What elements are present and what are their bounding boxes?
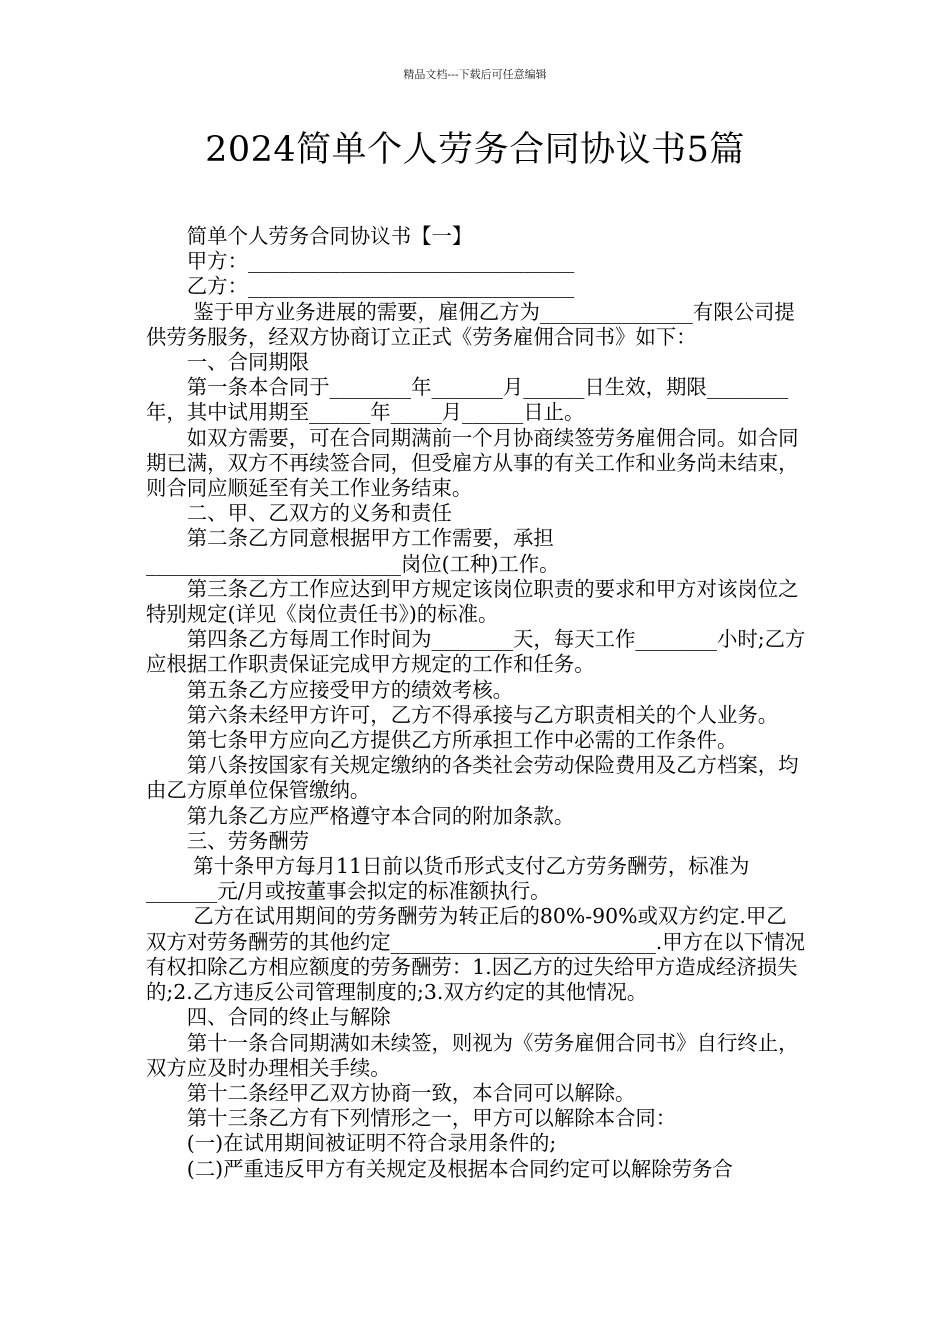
paragraph: 如双方需要，可在合同期满前一个月协商续签劳务雇佣合同。如合同期已满，双方不再续签合同，但受雇方从事的有关工作和业务尚未结束，则合同应顺延至有关工作业务结束。	[146, 425, 799, 501]
paragraph: (一)在试用期间被证明不符合录用条件的;	[186, 1131, 557, 1156]
paragraph: 甲方：________________________________	[186, 249, 575, 274]
paragraph: 第三条乙方工作应达到甲方规定该岗位职责的要求和甲方对该岗位之特别规定(详见《岗位责任书》)的标准。	[146, 576, 799, 627]
paragraph: 第四条乙方每周工作时间为________天，每天工作________小时;乙方应根据工作职责保证完成甲方规定的工作和任务。	[146, 627, 806, 677]
document-title: 2024简单个人劳务合同协议书5篇	[205, 130, 745, 170]
paragraph: 鉴于甲方业务进展的需要，雇佣乙方为_______________有限公司提供劳务服务，经双方协商订立正式《劳务雇佣合同书》如下：	[146, 299, 795, 349]
paragraph: 一、合同期限	[186, 350, 310, 375]
paragraph: 第十条甲方每月11日前以货币形式支付乙方劳务酬劳，标准为_______元/月或按董事会拟定的标准额执行。	[146, 854, 750, 904]
paragraph: 第六条未经甲方许可，乙方不得承接与乙方职责相关的个人业务。	[186, 702, 779, 727]
paragraph: (二)严重违反甲方有关规定及根据本合同约定可以解除劳务合	[186, 1156, 733, 1181]
paragraph: 第十二条经甲乙双方协商一致，本合同可以解除。	[186, 1080, 636, 1105]
paragraph: 二、甲、乙双方的义务和责任	[186, 501, 452, 526]
paragraph: 第十三条乙方有下列情形之一，甲方可以解除本合同：	[186, 1106, 677, 1131]
paragraph: 四、合同的终止与解除	[186, 1005, 391, 1030]
paragraph: 三、劳务酬劳	[186, 828, 310, 853]
page-header: 精品文档---下载后可任意编辑	[403, 68, 547, 81]
paragraph: 第十一条合同期满如未续签，则视为《劳务雇佣合同书》自行终止，双方应及时办理相关手续。	[146, 1030, 799, 1080]
document-body	[146, 224, 806, 1182]
paragraph: 乙方：________________________________	[186, 274, 575, 299]
paragraph: 第七条甲方应向乙方提供乙方所承担工作中必需的工作条件。	[186, 728, 738, 753]
paragraph: 乙方在试用期间的劳务酬劳为转正后的80%-90%或双方约定.甲乙双方对劳务酬劳的其他约定__________________________.甲方在以下情况有权扣除乙方相应额度的劳务酬劳：1.因乙方的过失给甲方造成经济损失的;2.乙方违反公司管理制度的;3.双方约定的其他情况。	[146, 904, 805, 1005]
paragraph: 简单个人劳务合同协议书【一】	[186, 224, 473, 248]
paragraph: 第五条乙方应接受甲方的绩效考核。	[186, 677, 514, 702]
paragraph: 第二条乙方同意根据甲方工作需要，承担_________________________岗位(工种)工作。	[146, 526, 560, 576]
paragraph: 第九条乙方应严格遵守本合同的附加条款。	[186, 803, 575, 828]
paragraph: 第一条本合同于________年_______月______日生效，期限________年，其中试用期至______年_____月______日止。	[146, 375, 789, 425]
paragraph: 第八条按国家有关规定缴纳的各类社会劳动保险费用及乙方档案，均由乙方原单位保管缴纳。	[146, 753, 799, 803]
